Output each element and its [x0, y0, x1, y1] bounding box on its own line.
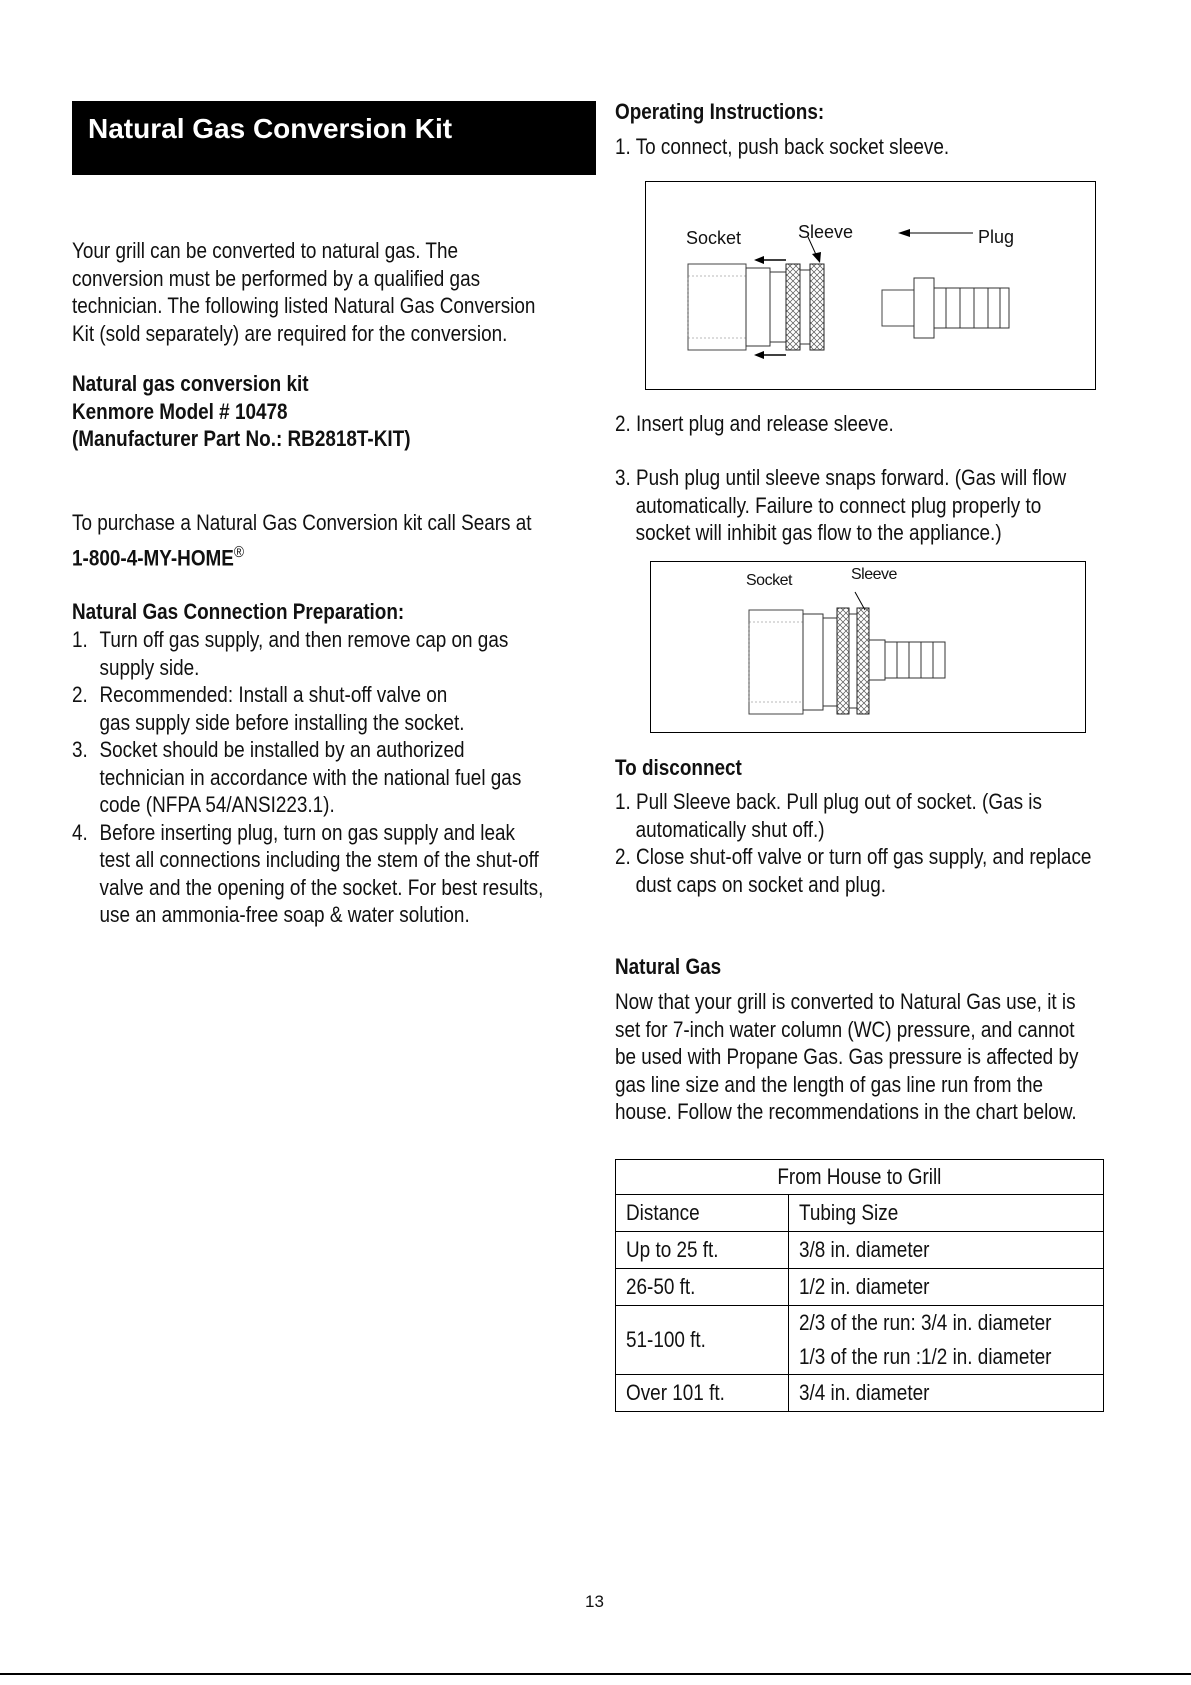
- intro-line: technician. The following listed Natural Gas Conversion: [72, 293, 536, 318]
- sleeve-label: Sleeve: [798, 222, 854, 242]
- operating-heading: Operating Instructions:: [615, 99, 825, 124]
- socket-label: Socket: [686, 228, 742, 248]
- coupler-illustration: [646, 182, 1095, 389]
- disconnect-heading: To disconnect: [615, 755, 742, 780]
- column-header: Tubing Size: [799, 1200, 899, 1225]
- coupled-illustration: [651, 562, 1085, 732]
- purchase-info: [72, 509, 532, 571]
- kit-model: Kenmore Model # 10478: [72, 398, 288, 424]
- table-row: Up to 25 ft. 3/8 in. diameter: [616, 1232, 1104, 1269]
- operating-step-1: 1. To connect, push back socket sleeve.: [615, 134, 950, 159]
- phone-number: 1-800-4-MY-HOME: [72, 544, 234, 570]
- prep-list: [72, 626, 543, 929]
- list-item: 2. Recommended: Install a shut-off valve on gas supply side before installing the socket.: [72, 682, 465, 735]
- plug-label: Plug: [978, 227, 1015, 247]
- purchase-text: To purchase a Natural Gas Conversion kit call Sears at: [72, 510, 532, 535]
- operating-step-3: 3. Push plug until sleeve snaps forward. (Gas will flow automatically. Failure to connect plug properly to socket will inhibit gas flow to the appliance.): [615, 465, 1067, 545]
- sleeve-label: Sleeve: [851, 566, 897, 583]
- page-number: 13: [585, 1592, 604, 1611]
- intro-line: Kit (sold separately) are required for the conversion.: [72, 320, 508, 346]
- table-title-row: [616, 1160, 1104, 1195]
- column-header: Distance: [626, 1200, 700, 1225]
- operating-step-2: 2. Insert plug and release sleeve.: [615, 411, 894, 436]
- kit-part-number: (Manufacturer Part No.: RB2818T-KIT): [72, 426, 411, 451]
- connect-diagram: [645, 181, 1096, 390]
- natural-gas-heading: Natural Gas: [615, 954, 722, 979]
- table-header-row: [616, 1195, 1104, 1232]
- natural-gas-paragraph: Now that your grill is converted to Natural Gas use, it is set for 7-inch water column (WC) pressure, and cannot be used with Propane Gas. Gas pressure is affected by gas line size and the length of gas line run from the house. Follow the recommendations in the chart below.: [615, 989, 1079, 1124]
- registered-mark: ®: [233, 543, 245, 561]
- list-item: 1. Turn off gas supply, and then remove cap on gas supply side.: [72, 627, 509, 680]
- kit-line: Natural gas conversion kit: [72, 371, 309, 396]
- list-item: 3. Socket should be installed by an authorized technician in accordance with the national fuel gas code (NFPA 54/ANSI223.1).: [72, 737, 522, 817]
- intro-line: conversion must be performed by a qualified gas: [72, 265, 481, 291]
- intro-line: Your grill can be converted to natural gas. The: [72, 238, 459, 263]
- page-title: Natural Gas Conversion Kit: [88, 113, 453, 144]
- connected-diagram: [650, 561, 1086, 733]
- title-banner: [72, 101, 596, 175]
- table-title: From House to Grill: [777, 1164, 942, 1189]
- kit-info: [72, 370, 411, 453]
- table-row: 26-50 ft. 1/2 in. diameter: [616, 1269, 1104, 1306]
- tubing-size-table: [615, 1159, 1104, 1412]
- prep-heading: Natural Gas Connection Preparation:: [72, 599, 405, 624]
- intro-paragraph: [72, 237, 535, 347]
- disconnect-steps: 1. Pull Sleeve back. Pull plug out of socket. (Gas is automatically shut off.) 2. Close shut-off valve or turn off gas supply, and replace dust caps on socket and plug.: [615, 789, 1092, 897]
- table-row: 51-100 ft. 2/3 of the run: 3/4 in. diameter1/3 of the run :1/2 in. diameter: [616, 1306, 1104, 1375]
- list-item: 4. Before inserting plug, turn on gas supply and leak test all connections including the stem of the shut-off valve and the opening of the socket. For best results, use an ammonia-free soap & water solution.: [72, 819, 544, 927]
- table-row: Over 101 ft. 3/4 in. diameter: [616, 1375, 1104, 1412]
- socket-label: Socket: [746, 572, 792, 589]
- bottom-divider: [0, 1673, 1191, 1675]
